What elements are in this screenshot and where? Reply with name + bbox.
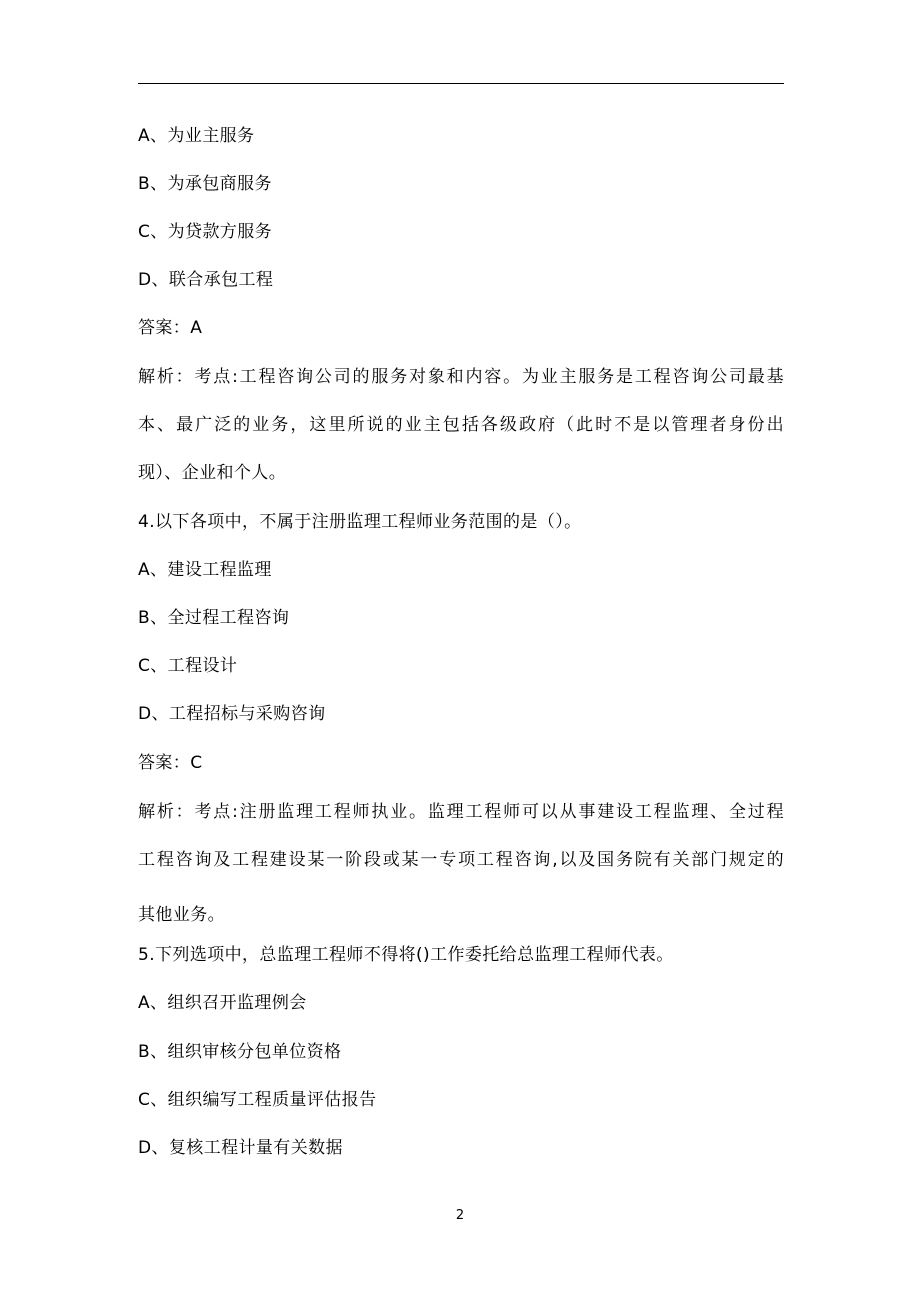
q4-option-a: A、建设工程监理: [138, 560, 272, 580]
q3-option-a: A、为业主服务: [138, 126, 255, 146]
q5-option-d: D、复核工程计量有关数据: [138, 1138, 343, 1158]
q4-analysis-line-2: 工程咨询及工程建设某一阶段或某一专项工程咨询,以及国务院有关部门规定的: [138, 850, 784, 870]
q5-question: 5.下列选项中，总监理工程师不得将()工作委托给总监理工程师代表。: [138, 945, 674, 965]
q5-option-a: A、组织召开监理例会: [138, 993, 307, 1013]
q4-analysis-line-1: 解析：考点:注册监理工程师执业。监理工程师可以从事建设工程监理、全过程: [138, 802, 784, 822]
q4-option-d: D、工程招标与采购咨询: [138, 704, 326, 724]
q3-option-b: B、为承包商服务: [138, 174, 272, 194]
q3-answer: 答案：A: [138, 318, 203, 338]
q3-option-c: C、为贷款方服务: [138, 222, 273, 242]
q5-option-b: B、组织审核分包单位资格: [138, 1042, 342, 1062]
q3-analysis-line-2: 本、最广泛的业务，这里所说的业主包括各级政府（此时不是以管理者身份出: [138, 415, 784, 435]
q3-analysis-line-1: 解析：考点:工程咨询公司的服务对象和内容。为业主服务是工程咨询公司最基: [138, 367, 784, 387]
q4-analysis-line-3: 其他业务。: [138, 905, 225, 925]
q4-option-b: B、全过程工程咨询: [138, 608, 290, 628]
header-rule: [138, 83, 784, 84]
q4-answer: 答案：C: [138, 753, 203, 773]
q3-option-d: D、联合承包工程: [138, 270, 274, 290]
q4-question: 4.以下各项中，不属于注册监理工程师业务范围的是（）。: [138, 512, 582, 532]
q4-option-c: C、工程设计: [138, 656, 238, 676]
q3-analysis-line-3: 现）、企业和个人。: [138, 463, 287, 483]
q5-option-c: C、组织编写工程质量评估报告: [138, 1090, 377, 1110]
page-number: 2: [455, 1208, 465, 1223]
